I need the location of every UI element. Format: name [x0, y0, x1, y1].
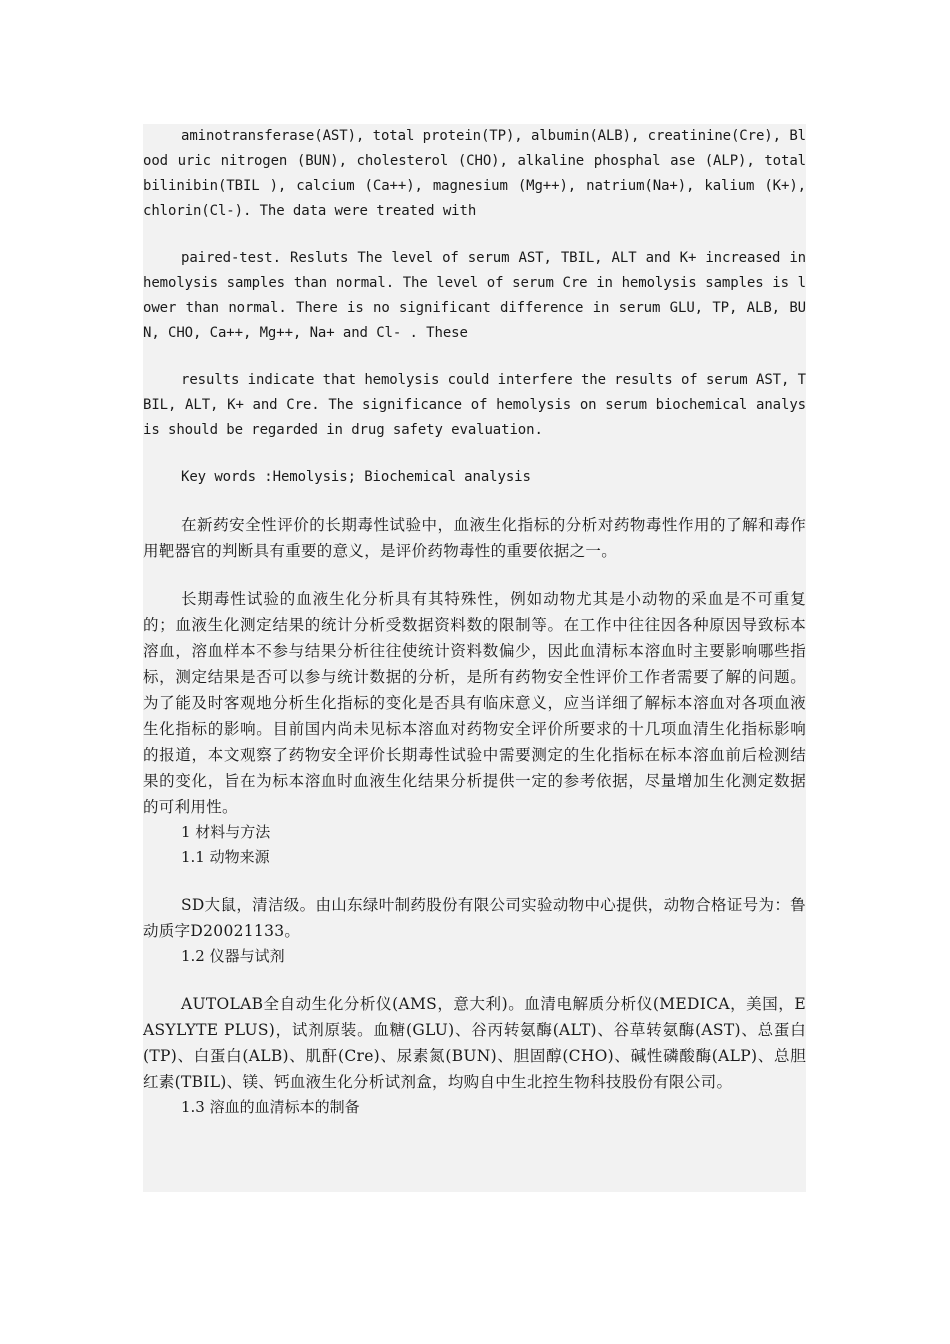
subsection-heading-1-1: 1.1 动物来源: [181, 848, 270, 866]
keywords: Key words :Hemolysis; Biochemical analysis: [181, 469, 531, 485]
instruments-paragraph: AUTOLAB全自动生化分析仪(AMS，意大利)。血清电解质分析仪(MEDICA，美国，EASYLYTE PLUS)，试剂原装。血糖(GLU)、谷丙转氨酶(ALT)、谷草转氨酶(AST)、总蛋白(TP)、白蛋白(ALB)、肌酐(Cre)、尿素氮(BUN)、胆固醇(CHO)、碱性磷酸酶(ALP)、总胆红素(TBIL)、镁、钙血液生化分析试剂盒，均购自中生北控生物科技股份有限公司。: [143, 995, 806, 1091]
subsection-heading-1-2: 1.2 仪器与试剂: [181, 947, 285, 965]
intro-paragraph-1: 在新药安全性评价的长期毒性试验中，血液生化指标的分析对药物毒性作用的了解和毒作用靶器官的判断具有重要的意义，是评价药物毒性的重要依据之一。: [143, 516, 806, 560]
abstract-paragraph-3: results indicate that hemolysis could interfere the results of serum AST, TBIL, ALT, K+ and Cre. The significance of hemolysis on serum biochemical analysis should be regarded in drug safety evaluation.: [143, 372, 806, 438]
animals-paragraph: SD大鼠，清洁级。由山东绿叶制药股份有限公司实验动物中心提供，动物合格证号为：鲁动质字D20021133。: [143, 896, 806, 940]
document-page: [143, 124, 806, 1192]
abstract-paragraph-2: paired-test. Resluts The level of serum AST, TBIL, ALT and K+ increased in hemolysis samples than normal. The level of serum Cre in hemolysis samples is lower than normal. There is no significant difference in serum GLU, TP, ALB, BUN, CHO, Ca++, Mg++, Na+ and Cl- . These: [143, 250, 806, 341]
intro-paragraph-2: 长期毒性试验的血液生化分析具有其特殊性，例如动物尤其是小动物的采血是不可重复的；血液生化测定结果的统计分析受数据资料数的限制等。在工作中往往因各种原因导致标本溶血，溶血样本不参与结果分析往往使统计资料数偏少，因此血清标本溶血时主要影响哪些指标，测定结果是否可以参与统计数据的分析，是所有药物安全性评价工作者需要了解的问题。为了能及时客观地分析生化指标的变化是否具有临床意义，应当详细了解标本溶血对各项血液生化指标的影响。目前国内尚未见标本溶血对药物安全评价所要求的十几项血清生化指标影响的报道，本文观察了药物安全评价长期毒性试验中需要测定的生化指标在标本溶血前后检测结果的变化，旨在为标本溶血时血液生化结果分析提供一定的参考依据，尽量增加生化测定数据的可利用性。: [143, 590, 806, 816]
section-heading-1: 1 材料与方法: [181, 823, 271, 841]
abstract-paragraph-1: aminotransferase(AST), total protein(TP), albumin(ALB), creatinine(Cre), Blood uric nitrogen (BUN), cholesterol (CHO), alkaline phosphal ase (ALP), total bilinibin(TBIL ), calcium (Ca++), magnesium (Mg++), natrium(Na+), kalium (K+), chlorin(Cl-). The data were treated with: [143, 128, 806, 219]
subsection-heading-1-3: 1.3 溶血的血清标本的制备: [181, 1098, 360, 1116]
